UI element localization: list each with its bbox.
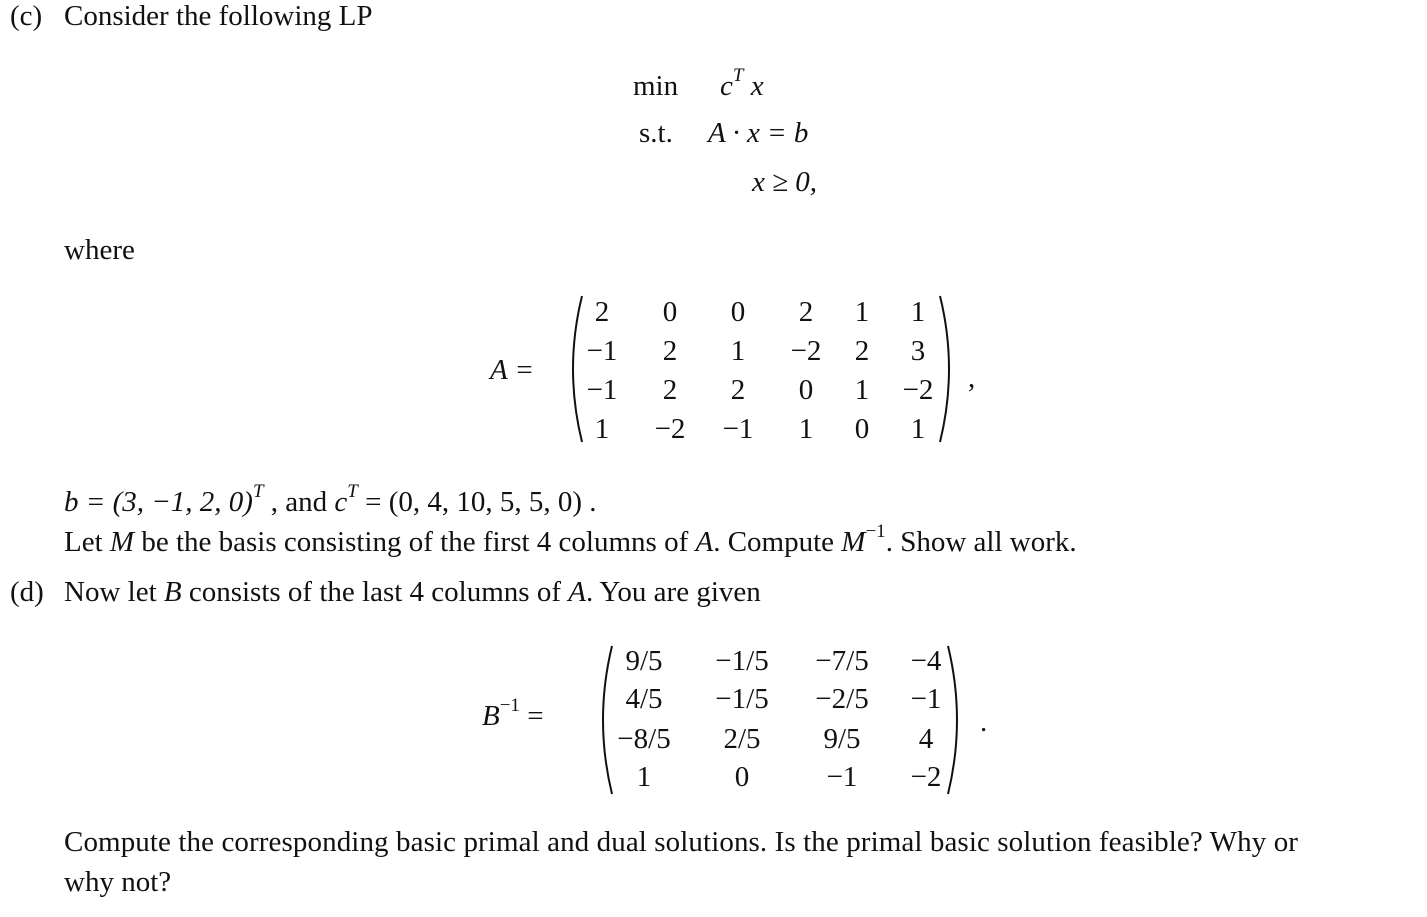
- matrix-binv-label-var: B: [482, 700, 500, 732]
- b-transpose-sup: T: [252, 481, 264, 503]
- task-t2: be the basis consisting of the first 4 columns of: [141, 526, 689, 558]
- matrix-a-right-paren: [936, 294, 960, 444]
- lp-nonneg: x ≥ 0,: [752, 166, 818, 198]
- matrix-a-cell-r4-c1: 1: [594, 413, 610, 445]
- matrix-binv-cell-r3-c3: 9/5: [823, 723, 861, 755]
- task-m-var: M: [109, 526, 135, 558]
- part-d-t1: Now let: [64, 576, 157, 608]
- task-m-inverse-sup: −1: [865, 521, 886, 543]
- task-t4: . Show all work.: [885, 526, 1077, 558]
- part-c-intro: Consider the following LP: [64, 0, 373, 32]
- part-c-label: (c): [10, 0, 43, 32]
- matrix-binv-trail: .: [980, 706, 988, 738]
- matrix-a-label: A =: [490, 354, 535, 386]
- c-var: c: [334, 486, 348, 518]
- matrix-a-cell-r1-c4: 2: [798, 296, 814, 328]
- matrix-a-cell-r4-c3: −1: [722, 413, 754, 445]
- matrix-binv-cell-r3-c1: −8/5: [617, 723, 671, 755]
- part-d-t3: . You are given: [585, 576, 761, 608]
- matrix-a-cell-r1-c5: 1: [854, 296, 870, 328]
- matrix-a-cell-r2-c3: 1: [730, 335, 746, 367]
- part-d-b-var: B: [163, 576, 182, 608]
- matrix-binv-cell-r2-c1: 4/5: [625, 683, 663, 715]
- matrix-binv-cell-r1-c2: −1/5: [715, 645, 769, 677]
- c-transpose-sup: T: [347, 481, 358, 503]
- task-a-var: A: [695, 526, 714, 558]
- matrix-a-cell-r4-c2: −2: [654, 413, 686, 445]
- matrix-binv-cell-r2-c4: −1: [910, 683, 942, 715]
- part-d-t2: consists of the last 4 columns of: [188, 576, 561, 608]
- matrix-a-cell-r1-c1: 2: [594, 296, 610, 328]
- matrix-binv-cell-r2-c2: −1/5: [715, 683, 769, 715]
- matrix-binv-cell-r1-c1: 9/5: [625, 645, 663, 677]
- c-expression: = (0, 4, 10, 5, 5, 0) .: [365, 486, 597, 518]
- matrix-a-cell-r2-c1: −1: [586, 335, 618, 367]
- lp-st-word: s.t.: [639, 117, 673, 149]
- task-t1: Let: [64, 526, 103, 558]
- part-d-label: (d): [10, 576, 44, 608]
- matrix-a-cell-r3-c3: 2: [730, 374, 746, 406]
- question-line-1: Compute the corresponding basic primal and dual solutions. Is the primal basic solution feasible? Why or: [64, 826, 1299, 858]
- and-text: , and: [270, 486, 328, 518]
- lp-objective-c: c: [720, 70, 733, 102]
- matrix-binv-cell-r4-c3: −1: [826, 761, 858, 793]
- matrix-a-cell-r3-c2: 2: [662, 374, 678, 406]
- question-line-2: why not?: [64, 866, 172, 898]
- matrix-a-cell-r1-c3: 0: [730, 296, 746, 328]
- lp-constraint: A · x = b: [708, 117, 809, 149]
- lp-min-word: min: [633, 70, 679, 102]
- task-line: [64, 521, 1077, 558]
- matrix-binv-label-sup: −1: [499, 695, 520, 717]
- matrix-a-cell-r1-c6: 1: [910, 296, 926, 328]
- lp-objective: [720, 65, 764, 102]
- matrix-binv-label: [482, 695, 544, 732]
- task-t3: . Compute: [713, 526, 835, 558]
- task-m-var2: M: [841, 526, 866, 558]
- b-c-line: [64, 481, 597, 518]
- matrix-a-cell-r3-c6: −2: [902, 374, 934, 406]
- part-d-a-var: A: [568, 576, 586, 608]
- matrix-a-cell-r2-c2: 2: [662, 335, 678, 367]
- matrix-a-cell-r3-c1: −1: [586, 374, 618, 406]
- matrix-binv-right-paren: [944, 644, 968, 796]
- matrix-a-cell-r3-c4: 0: [798, 374, 814, 406]
- matrix-a-cell-r2-c5: 2: [854, 335, 870, 367]
- matrix-binv-cell-r4-c1: 1: [636, 761, 652, 793]
- matrix-a-cell-r2-c4: −2: [790, 335, 822, 367]
- part-d-intro: [64, 578, 761, 607]
- matrix-a-trail: ,: [968, 362, 976, 394]
- matrix-binv-cell-r3-c2: 2/5: [723, 723, 761, 755]
- matrix-binv-cell-r3-c4: 4: [918, 723, 934, 755]
- matrix-a-cell-r4-c4: 1: [798, 413, 814, 445]
- matrix-binv-cell-r4-c2: 0: [734, 761, 750, 793]
- matrix-binv-cell-r1-c4: −4: [910, 645, 942, 677]
- matrix-a-cell-r2-c6: 3: [910, 335, 926, 367]
- where-text: where: [64, 234, 135, 266]
- matrix-a-cell-r1-c2: 0: [662, 296, 678, 328]
- matrix-binv-label-eq: =: [527, 700, 544, 732]
- matrix-a-cell-r3-c5: 1: [854, 374, 870, 406]
- matrix-binv-cell-r1-c3: −7/5: [815, 645, 869, 677]
- matrix-a-cell-r4-c5: 0: [854, 413, 870, 445]
- b-expression: b = (3, −1, 2, 0): [64, 486, 253, 518]
- matrix-binv-cell-r2-c3: −2/5: [815, 683, 869, 715]
- lp-objective-x: x: [750, 70, 764, 102]
- matrix-binv-cell-r4-c4: −2: [910, 761, 942, 793]
- matrix-a-cell-r4-c6: 1: [910, 413, 926, 445]
- lp-objective-sup: T: [732, 65, 744, 87]
